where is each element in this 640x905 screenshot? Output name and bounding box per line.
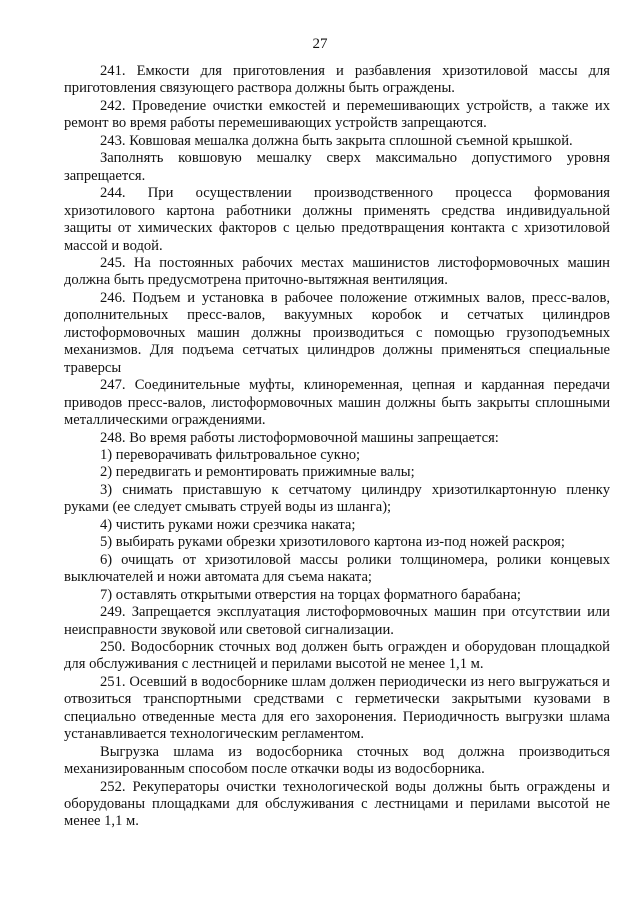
list-item-248-4: 4) чистить руками ножи срезчика наката;: [100, 516, 356, 533]
paragraph-251-continuation: Выгрузка шлама из водосборника сточных вод должна производиться механизированным способом после откачки воды из водосборника.: [64, 743, 610, 778]
list-item-248-5: 5) выбирать руками обрезки хризотилового картона из-под ножей раскроя;: [100, 534, 565, 551]
paragraph-246: 246. Подъем и установка в рабочее положение отжимных валов, пресс-валов, дополнительных пресс-валов, вакуумных коробок и сетчатых цилиндров листоформовочных машин должны производиться с помощью грузоподъемных механизмов. Для подъема сетчатых цилиндров должны применяться специальные траверсы: [64, 289, 610, 376]
document-body: [64, 63, 610, 831]
list-item-248-7: 7) оставлять открытыми отверстия на торцах форматного барабана;: [100, 586, 521, 603]
paragraph-243-continuation: Заполнять ковшовую мешалку сверх максимально допустимого уровня запрещается.: [64, 150, 610, 184]
list-item-248-1: 1) переворачивать фильтровальное сукно;: [100, 446, 361, 463]
paragraph-247: 247. Соединительные муфты, клиноременная, цепная и карданная передачи приводов пресс-валов, листоформовочных машин должны быть закрыты сплошными металлическими ограждениями.: [64, 377, 610, 429]
paragraph-243: 243. Ковшовая мешалка должна быть закрыта сплошной съемной крышкой.: [100, 132, 573, 149]
paragraph-249: 249. Запрещается эксплуатация листоформовочных машин при отсутствии или неисправности звуковой или световой сигнализации.: [64, 604, 610, 638]
paragraph-248: 248. Во время работы листоформовочной машины запрещается:: [100, 429, 499, 446]
page-number: 27: [312, 36, 328, 52]
paragraph-245: 245. На постоянных рабочих местах машинистов листоформовочных машин должна быть предусмотрена приточно-вытяжная вентиляция.: [64, 254, 610, 289]
paragraph-244: 244. При осуществлении производственного процесса формования хризотилового картона работники должны применять средства индивидуальной защиты от химических факторов с целью предотвращения контакта с хризотиловой массой и водой.: [64, 185, 610, 254]
paragraph-251: 251. Осевший в водосборнике шлам должен периодически из него выгружаться и отвозиться транспортными средствами с герметически закрытыми кузовами в специально отведенные места для его захоронения. Периодичность выгрузки шлама устанавливается технологическим регламентом.: [64, 673, 610, 743]
paragraph-242: 242. Проведение очистки емкостей и перемешивающих устройств, а также их ремонт во время работы перемешивающих устройств запрещаются.: [64, 97, 610, 132]
list-item-248-2: 2) передвигать и ремонтировать прижимные валы;: [100, 464, 415, 481]
paragraph-241: 241. Емкости для приготовления и разбавления хризотиловой массы для приготовления связующего раствора должны быть ограждены.: [64, 63, 610, 97]
paragraph-252: 252. Рекуператоры очистки технологической воды должны быть ограждены и оборудованы площадками для обслуживания с лестницами и перилами высотой не менее 1,1 м.: [64, 778, 610, 830]
paragraph-250: 250. Водосборник сточных вод должен быть огражден и оборудован площадкой для обслуживания с лестницей и перилами высотой не менее 1,1 м.: [64, 638, 610, 673]
list-item-248-6: 6) очищать от хризотиловой массы ролики толщиномера, ролики концевых выключателей и ножи автомата для съема наката;: [64, 551, 610, 586]
list-item-248-3: 3) снимать приставшую к сетчатому цилиндру хризотилкартонную пленку руками (ее следует смывать струей воды из шланга);: [64, 481, 610, 516]
